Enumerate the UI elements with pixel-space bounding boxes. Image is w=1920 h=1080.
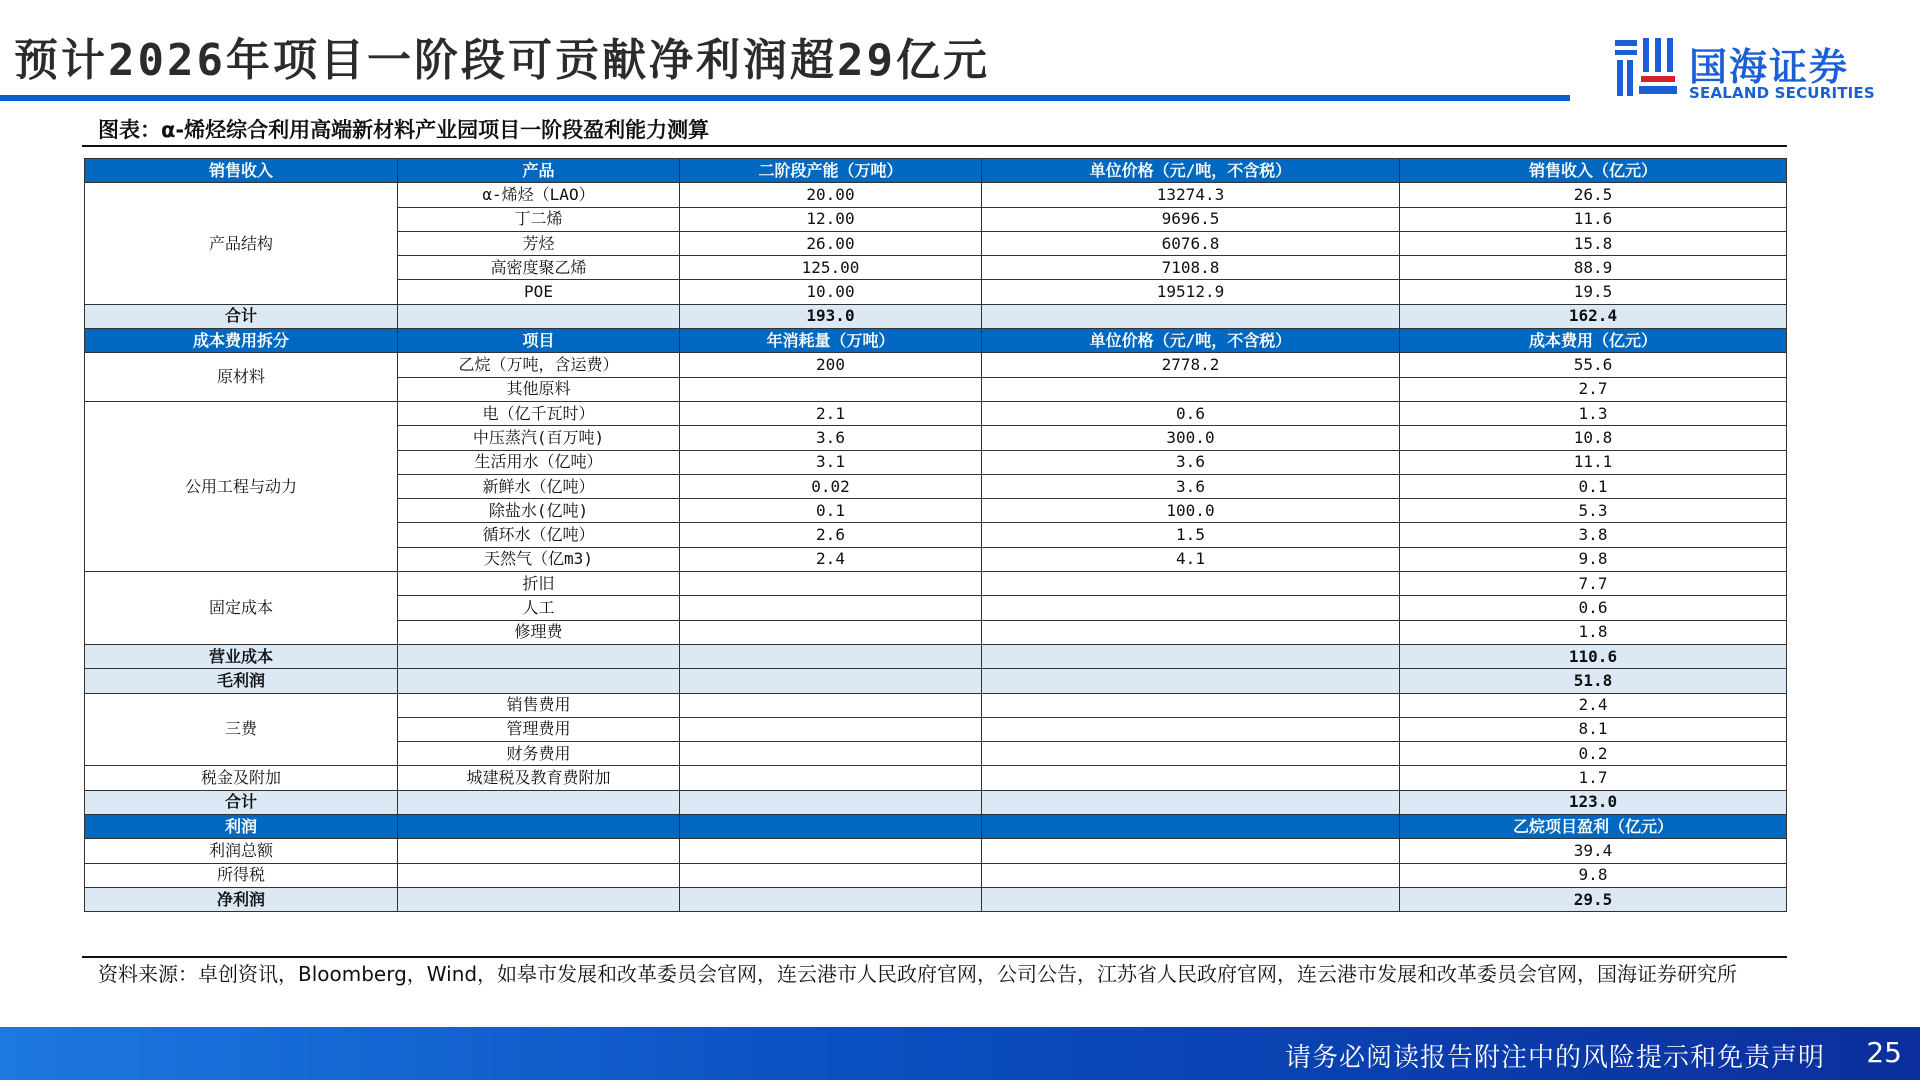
cost-header-row xyxy=(85,329,1787,353)
capacity-cell: 12.00 xyxy=(680,207,982,231)
group-label: 三费 xyxy=(85,693,398,766)
empty-cell xyxy=(680,572,982,596)
empty-cell xyxy=(982,644,1400,668)
logo-text-en: SEALAND SECURITIES xyxy=(1689,84,1875,102)
empty-cell xyxy=(680,742,982,766)
cost-cell: 1.8 xyxy=(1400,620,1787,644)
cost-cell: 55.6 xyxy=(1400,353,1787,377)
table-row xyxy=(85,863,1787,887)
summary-value: 51.8 xyxy=(1400,669,1787,693)
operating-cost-row xyxy=(85,644,1787,668)
value-cell: 9.8 xyxy=(1400,863,1787,887)
header-cell: 单位价格（元/吨，不含税） xyxy=(982,159,1400,183)
capacity-cell: 26.00 xyxy=(680,231,982,255)
empty-cell xyxy=(398,790,680,814)
page-number: 25 xyxy=(1866,1036,1902,1069)
header-cell: 产品 xyxy=(398,159,680,183)
cost-cell: 0.6 xyxy=(1400,596,1787,620)
table-row xyxy=(85,183,1787,207)
consumption-cell xyxy=(680,377,982,401)
figure-caption: 图表：α-烯烃综合利用高端新材料产业园项目一阶段盈利能力测算 xyxy=(98,118,710,142)
cost-cell: 5.3 xyxy=(1400,499,1787,523)
footer-bar xyxy=(0,1027,1920,1080)
item-name: 新鲜水（亿吨） xyxy=(398,474,680,498)
empty-cell xyxy=(982,620,1400,644)
empty-cell xyxy=(398,887,680,911)
source-note: 资料来源：卓创资讯，Bloomberg，Wind，如皋市发展和改革委员会官网，连云港市人民政府官网，公司公告，江苏省人民政府官网，连云港市发展和改革委员会官网，国海证券研究所 xyxy=(98,962,1738,986)
empty-cell xyxy=(398,669,680,693)
empty-cell xyxy=(982,596,1400,620)
price-cell: 7108.8 xyxy=(982,256,1400,280)
source-rule xyxy=(82,956,1787,958)
row-label: 所得税 xyxy=(85,863,398,887)
price-cell: 300.0 xyxy=(982,426,1400,450)
cost-cell: 1.3 xyxy=(1400,401,1787,425)
empty-cell xyxy=(398,304,680,328)
item-name: 乙烷（万吨，含运费） xyxy=(398,353,680,377)
table-row xyxy=(85,839,1787,863)
disclaimer-text: 请务必阅读报告附注中的风险提示和免责声明 xyxy=(1284,1043,1825,1073)
price-cell: 2778.2 xyxy=(982,353,1400,377)
value-cell: 39.4 xyxy=(1400,839,1787,863)
group-label: 原材料 xyxy=(85,353,398,402)
profit-header-row xyxy=(85,815,1787,839)
summary-label: 合计 xyxy=(85,790,398,814)
item-name: 天然气（亿m3) xyxy=(398,547,680,571)
total-revenue: 162.4 xyxy=(1400,304,1787,328)
item-name: 人工 xyxy=(398,596,680,620)
empty-cell xyxy=(680,839,982,863)
empty-cell xyxy=(680,887,982,911)
total-label: 合计 xyxy=(85,304,398,328)
table-row xyxy=(85,693,1787,717)
item-name: 生活用水（亿吨） xyxy=(398,450,680,474)
price-cell: 13274.3 xyxy=(982,183,1400,207)
product-name: 丁二烯 xyxy=(398,207,680,231)
price-cell: 0.6 xyxy=(982,401,1400,425)
item-name: 除盐水(亿吨) xyxy=(398,499,680,523)
consumption-cell: 3.1 xyxy=(680,450,982,474)
group-label: 公用工程与动力 xyxy=(85,401,398,571)
cost-cell: 0.2 xyxy=(1400,742,1787,766)
consumption-cell: 2.6 xyxy=(680,523,982,547)
price-cell: 3.6 xyxy=(982,474,1400,498)
empty-cell xyxy=(982,742,1400,766)
empty-cell xyxy=(680,863,982,887)
header-cell: 年消耗量（万吨） xyxy=(680,329,982,353)
empty-cell xyxy=(982,887,1400,911)
gross-profit-row xyxy=(85,669,1787,693)
empty-cell xyxy=(982,693,1400,717)
empty-cell xyxy=(680,693,982,717)
item-name: 电（亿千瓦时） xyxy=(398,401,680,425)
empty-cell xyxy=(982,304,1400,328)
summary-value: 110.6 xyxy=(1400,644,1787,668)
summary-label: 营业成本 xyxy=(85,644,398,668)
sealand-logo-icon xyxy=(1615,38,1677,98)
cost-cell: 2.7 xyxy=(1400,377,1787,401)
title-underline xyxy=(0,95,1570,101)
cost-cell: 11.1 xyxy=(1400,450,1787,474)
consumption-cell: 3.6 xyxy=(680,426,982,450)
group-label: 产品结构 xyxy=(85,183,398,304)
empty-cell xyxy=(680,644,982,668)
row-label: 利润总额 xyxy=(85,839,398,863)
sales-header-row xyxy=(85,159,1787,183)
table-row xyxy=(85,353,1787,377)
empty-cell xyxy=(680,766,982,790)
empty-cell xyxy=(982,766,1400,790)
page-title: 预计2026年项目一阶段可贡献净利润超29亿元 xyxy=(14,35,990,86)
company-logo xyxy=(1615,34,1880,104)
empty-cell xyxy=(982,669,1400,693)
summary-value: 29.5 xyxy=(1400,887,1787,911)
product-name: 高密度聚乙烯 xyxy=(398,256,680,280)
item-name: 修理费 xyxy=(398,620,680,644)
header-cell: 项目 xyxy=(398,329,680,353)
price-cell: 4.1 xyxy=(982,547,1400,571)
empty-cell xyxy=(982,790,1400,814)
header-cell: 单位价格（元/吨，不含税） xyxy=(982,329,1400,353)
empty-cell xyxy=(398,815,680,839)
revenue-cell: 19.5 xyxy=(1400,280,1787,304)
cost-cell: 9.8 xyxy=(1400,547,1787,571)
summary-label: 毛利润 xyxy=(85,669,398,693)
revenue-cell: 26.5 xyxy=(1400,183,1787,207)
summary-value: 123.0 xyxy=(1400,790,1787,814)
header-cell: 销售收入（亿元） xyxy=(1400,159,1787,183)
item-name: 管理费用 xyxy=(398,717,680,741)
empty-cell xyxy=(982,863,1400,887)
profitability-table xyxy=(84,158,1787,912)
cost-cell: 1.7 xyxy=(1400,766,1787,790)
table-row xyxy=(85,572,1787,596)
summary-label: 净利润 xyxy=(85,887,398,911)
empty-cell xyxy=(982,572,1400,596)
logo-text-cn: 国海证券 xyxy=(1689,45,1850,89)
empty-cell xyxy=(982,815,1400,839)
empty-cell xyxy=(398,644,680,668)
header-cell: 成本费用拆分 xyxy=(85,329,398,353)
cost-cell: 2.4 xyxy=(1400,693,1787,717)
price-cell: 1.5 xyxy=(982,523,1400,547)
table-row xyxy=(85,401,1787,425)
empty-cell xyxy=(680,717,982,741)
sales-total-row xyxy=(85,304,1787,328)
consumption-cell: 2.4 xyxy=(680,547,982,571)
empty-cell xyxy=(680,790,982,814)
empty-cell xyxy=(398,863,680,887)
empty-cell xyxy=(680,669,982,693)
item-name: 城建税及教育费附加 xyxy=(398,766,680,790)
header-cell: 二阶段产能（万吨） xyxy=(680,159,982,183)
cost-cell: 7.7 xyxy=(1400,572,1787,596)
header-cell: 乙烷项目盈利（亿元） xyxy=(1400,815,1787,839)
empty-cell xyxy=(982,839,1400,863)
price-cell: 9696.5 xyxy=(982,207,1400,231)
group-label: 固定成本 xyxy=(85,572,398,645)
price-cell: 3.6 xyxy=(982,450,1400,474)
table-row xyxy=(85,766,1787,790)
item-name: 折旧 xyxy=(398,572,680,596)
consumption-cell: 2.1 xyxy=(680,401,982,425)
empty-cell xyxy=(680,620,982,644)
cost-cell: 8.1 xyxy=(1400,717,1787,741)
item-name: 其他原料 xyxy=(398,377,680,401)
header-cell: 销售收入 xyxy=(85,159,398,183)
item-name: 中压蒸汽(百万吨) xyxy=(398,426,680,450)
price-cell: 6076.8 xyxy=(982,231,1400,255)
header-cell: 成本费用（亿元） xyxy=(1400,329,1787,353)
revenue-cell: 11.6 xyxy=(1400,207,1787,231)
price-cell xyxy=(982,377,1400,401)
empty-cell xyxy=(680,596,982,620)
product-name: α-烯烃（LAO） xyxy=(398,183,680,207)
price-cell: 100.0 xyxy=(982,499,1400,523)
cost-cell: 0.1 xyxy=(1400,474,1787,498)
net-profit-row xyxy=(85,887,1787,911)
item-name: 销售费用 xyxy=(398,693,680,717)
item-name: 财务费用 xyxy=(398,742,680,766)
empty-cell xyxy=(398,839,680,863)
item-name: 循环水（亿吨） xyxy=(398,523,680,547)
cost-cell: 3.8 xyxy=(1400,523,1787,547)
cost-cell: 10.8 xyxy=(1400,426,1787,450)
revenue-cell: 88.9 xyxy=(1400,256,1787,280)
total-capacity: 193.0 xyxy=(680,304,982,328)
product-name: POE xyxy=(398,280,680,304)
consumption-cell: 0.02 xyxy=(680,474,982,498)
revenue-cell: 15.8 xyxy=(1400,231,1787,255)
group-label: 税金及附加 xyxy=(85,766,398,790)
caption-rule xyxy=(82,145,1787,147)
capacity-cell: 10.00 xyxy=(680,280,982,304)
capacity-cell: 20.00 xyxy=(680,183,982,207)
capacity-cell: 125.00 xyxy=(680,256,982,280)
product-name: 芳烃 xyxy=(398,231,680,255)
price-cell: 19512.9 xyxy=(982,280,1400,304)
consumption-cell: 0.1 xyxy=(680,499,982,523)
cost-total-row xyxy=(85,790,1787,814)
empty-cell xyxy=(680,815,982,839)
consumption-cell: 200 xyxy=(680,353,982,377)
empty-cell xyxy=(982,717,1400,741)
header-cell: 利润 xyxy=(85,815,398,839)
